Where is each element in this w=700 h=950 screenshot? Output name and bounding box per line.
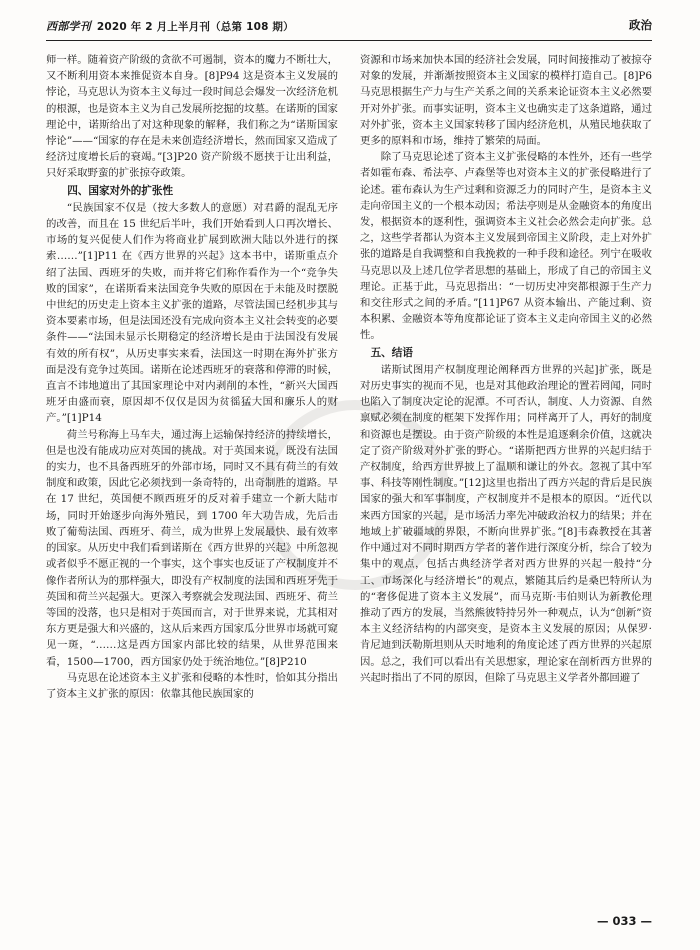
journal-info [46,18,294,34]
section-label: 政治 [629,18,652,32]
section-heading: 五、结语 [370,346,413,359]
left-column [46,52,338,702]
paragraph: 除了马克思论述了资本主义扩张侵略的本性外，还有一些学者如霍布森、希法亭、卢森堡等也对资本主义的扩张侵略进行了论述。霍布森认为生产过剩和资源乏力的同时产生，是资本主义走向帝国主义的一个根本动因；希法亭则是从金融资本的角度出发，根据资本的逐利性，强调资本主义社会必然会走向扩张。总之，这些学者都认为资本主义发展到帝国主义阶段，走上对外扩张的道路是自我调整和自我挽救的一种手段和途径。列宁在吸收马克思以及上述几位学者思想的基础上，形成了自己的帝国主义理论。正基于此，马克思指出：“一切历史冲突都根源于生产力和交往形式之间的矛盾。”[11]P67 从资本输出、产能过剩、资本积累、金融资本等角度都论证了资本主义走向帝国主义的必然性。 [360,151,652,342]
journal-logo: 西部学刊 [46,20,91,33]
right-column [360,52,652,686]
section-heading: 四、国家对外的扩张性 [67,184,174,197]
running-header [46,18,652,38]
paragraph: 诺斯试图用产权制度理论阐释西方世界的兴起]扩张，既是对历史事实的视而不见，也是对其他政治理论的置若罔闻，同时也陷入了制度决定论的泥潭。不可否认，制度、人力资源、自然禀赋必须在制度的框架下发挥作用；同样离开了人，再好的制度和资源也是摆设。由于资产阶级的本性是追逐剩余价值，这就决定了资产阶级对外扩张的野心。“诺斯把西方世界的兴起归结于产权制度，给西方世界披上了温顺和谦让的外衣。忽视了其中军事、科技等刚性制度。”[12]这里也指出了西方兴起的背后是民族国家的强大和军事制度，产权制度并不是根本的原因。“近代以来西方国家的兴起，是市场活力率先冲破政治权力的结果；并在地域上扩破疆域的界限，不断向世界扩张。”[8]韦森教授在其著作中通过对不同时期西方学者的著作进行深度分析，综合了较为集中的观点，包括古典经济学者对西方世界的兴起一般持“分工、市场深化与经济增长”的观点，繁随其后约是桑巴特所认为的“奢侈促进了资本主义发展”，而马克斯·韦伯则认为新教伦理推动了西方的发展，当然熊彼特持另外一种观点，认为“创新”资本主义经济结构的内部突变，是资本主义发展的原因；从保罗·肯尼迪到沃勒斯坦则从天时地利的角度论述了西方世界的兴起原因。总之，我们可以看出有关思想家，理论家在剖析西方世界的兴起时指出了不同的原因，但除了马克思主义学者外都回避了 [360,363,652,684]
paragraph: “民族国家不仅是（按大多数人的意愿）对君爵的混乱无序的改善，而且在 15 世纪后半叶，我们开始看到人口再次增长、市场的复兴促使人们作为将商业扩展到欧洲大陆以外进行的探索……”[1]P11 在《西方世界的兴起》这本书中，诺斯重点介绍了法国、西班牙的失败，而并将它们称作看作为一个“竞争失败的国家”，在诺斯看来法国竞争失败的原因在于未能及时摆脱中世纪的历史走上资本主义扩张的道路，尽管法国已经机步其与资本要素市场，但是法国还没有完成向资本主义社会转变的必要条件——“法国未显示长期稳定的经济增长是由于法国没有发展有效的所有权”，从历史事实来看，法国这一时期在海外扩张方面是没有竞争过英国。诺斯在论述西班牙的衰落和停滞的时候，直言不讳地道出了其国家理论中对内剥削的本性，“新兴大国西班牙由盛而衰，原因却不仅仅是因为贫徭猛大国和廉乐人的财产。”[1]P14 [46,201,338,425]
issue-info: 2020 年 2 月上半月刊（总第 108 期） [96,21,294,33]
paragraph: 师一样。随着资产阶级的贪欲不可遏制，资本的魔力不断壮大，又不断利用资本来推促资本自身。[8]P94 这是资本主义发展的悖论，马克思认为资本主义每过一段时间总会爆发一次经济危机的根源，也是资本主义为自己发展所挖掘的坟墓。在诺斯的国家理论中，诺斯给出了对这种现象的解释，我们称之为“诺斯国家悖论”——“国家的存在是未来创造经济增长，然而国家又造成了经济过度增长后的衰竭。”[3]P20 资产阶级不愿挟于让出利益，只好采取野蛮的扩张掠夺政策。 [46,54,338,180]
paragraph: 荷兰号称海上马车夫，通过海上运输保持经济的持续增长，但是也没有能成功应对英国的挑战。对于英国来说，既没有法国的实力，也不具备西班牙的外部市场，同时又不具有荷兰的有效制度和政策，因此它必须找到一条奇特的，出奇制胜的道路。早在 17 世纪，英国便不顾西班牙的反对着手建立一个新大陆市场，同时开始逐步向海外殖民，到 1700 年大功告成，先后击败了葡萄法国、西班牙、荷兰，成为世界上发展最快、最有效率的国家。从历史中我们看到诺斯在《西方世界的兴起》中所忽视或者似乎不愿正视的一个事实，这个事实也反证了产权制度并不像作者所认为的那样强大，即没有产权制度的法国和西班牙先于英国和荷兰兴起强大。更深入考察就会发现法国、西班牙、荷兰等国的没落，也只是相对于英国而言，对于世界来说，尤其相对东方更是强大和兴盛的，这从后来西方国家瓜分世界市场就可窥见一斑，“……这是西方国家内部比较的结果，从世界范围来看，1500—1700，西方国家仍处于统治地位。”[8]P210 [46,428,338,668]
paragraph: 资源和市场来加快本国的经济社会发展，同时间接推动了被掠夺对象的发展，并渐渐按照资本主义国家的模样打造自己。[8]P6 马克思根据生产力与生产关系之间的关系来论证资本主义必然要开对外扩张。而事实证明，资本主义也确实走了这条道路，通过对外扩张，资本主义国家转移了国内经济危机，从殖民地获取了更多的原料和市场，维持了繁荣的局面。 [360,54,652,148]
paragraph: 马克思在论述资本主义扩张和侵略的本性时，恰如其分指出了资本主义扩张的原因：依靠其他民族国家的 [46,671,338,700]
page-number: — 033 — [596,914,652,928]
header-rule [46,40,652,41]
